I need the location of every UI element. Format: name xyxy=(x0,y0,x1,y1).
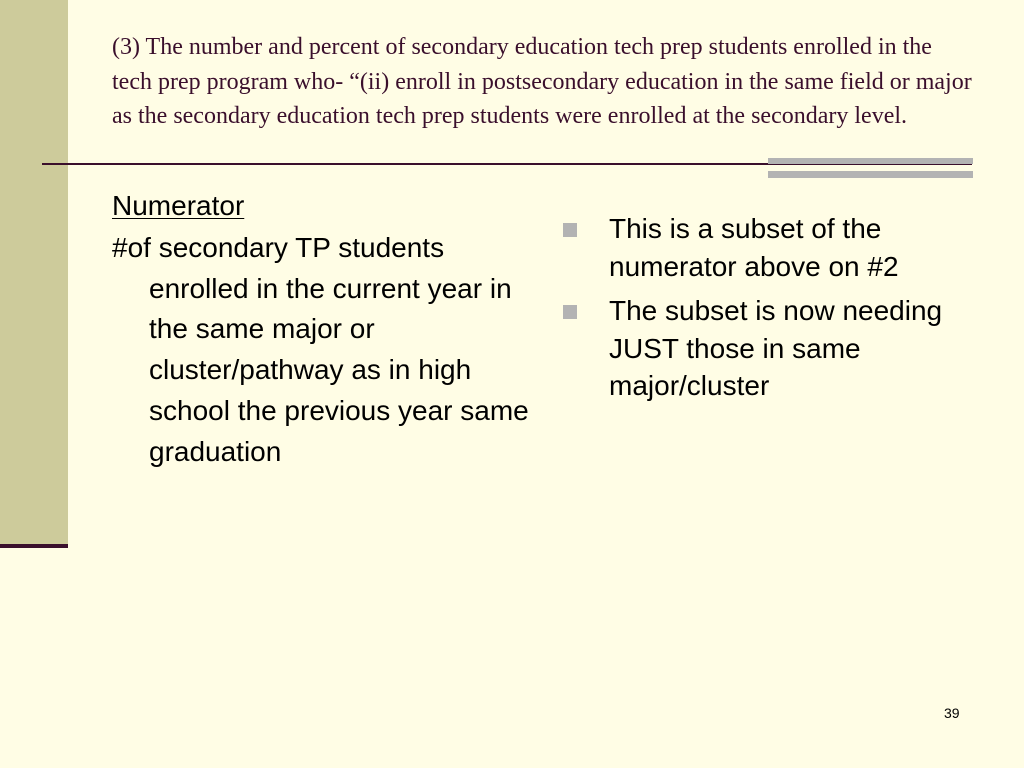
left-content-column xyxy=(112,188,532,472)
square-bullet-icon xyxy=(563,305,577,319)
slide-number: 39 xyxy=(944,705,960,721)
left-decorative-band xyxy=(0,0,68,544)
bullet-text: This is a subset of the numerator above on #2 xyxy=(609,213,899,282)
bullet-item xyxy=(560,210,980,285)
title-accent-bar-lower xyxy=(768,171,973,178)
square-bullet-icon xyxy=(563,223,577,237)
numerator-heading: Numerator xyxy=(112,190,245,221)
bullet-text: The subset is now needing JUST those in same major/cluster xyxy=(609,295,943,401)
left-band-divider xyxy=(0,544,68,548)
title-accent-bar-upper xyxy=(768,158,973,164)
slide-title: (3) The number and percent of secondary education tech prep students enrolled in the tech prep program who- “(ii) enroll in postsecondary education in the same field or major as the secondary education tech prep students were enrolled at the secondary level. xyxy=(112,34,972,129)
right-bullet-list xyxy=(560,210,980,412)
bullet-item xyxy=(560,292,980,405)
numerator-definition: #of secondary TP students enrolled in the current year in the same major or cluster/pathway as in high school the previous year same graduation xyxy=(112,232,529,467)
